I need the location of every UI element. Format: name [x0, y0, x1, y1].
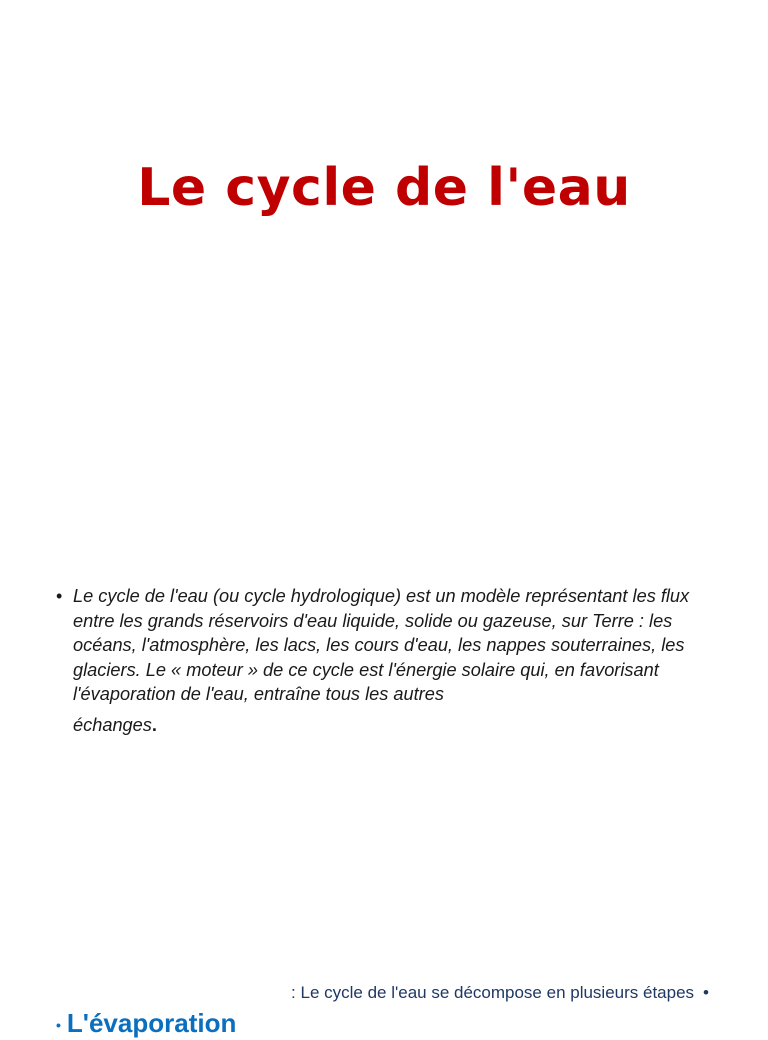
- section-heading-evaporation: [56, 1008, 236, 1040]
- intro-period: .: [151, 714, 157, 735]
- bullet-marker: •: [56, 1017, 61, 1034]
- intro-last-line: [73, 713, 157, 738]
- intro-bullet-item: [56, 584, 706, 738]
- intro-last-word: échanges: [73, 714, 152, 735]
- intro-paragraph: [73, 584, 706, 738]
- section-heading-text: L'évaporation: [66, 1008, 237, 1038]
- intro-text: Le cycle de l'eau (ou cycle hydrologique) est un modèle représentant les flux entre les grands réservoirs d'eau liquide, solide ou gazeuse, sur Terre : les océans, l'atmosphère, les lacs, les cours d'eau, les nappes souterraines, les glaciers. Le « moteur » de ce cycle est l'énergie solaire qui, en favorisant l'évaporation de l'eau, entraîne tous les autres: [73, 586, 690, 705]
- steps-intro-text: : Le cycle de l'eau se décompose en plusieurs étapes: [291, 983, 695, 1002]
- steps-intro-line: [0, 982, 709, 1004]
- bullet-marker: •: [56, 586, 63, 606]
- page-title: Le cycle de l'eau: [137, 158, 631, 218]
- bullet-marker: •: [703, 983, 709, 1002]
